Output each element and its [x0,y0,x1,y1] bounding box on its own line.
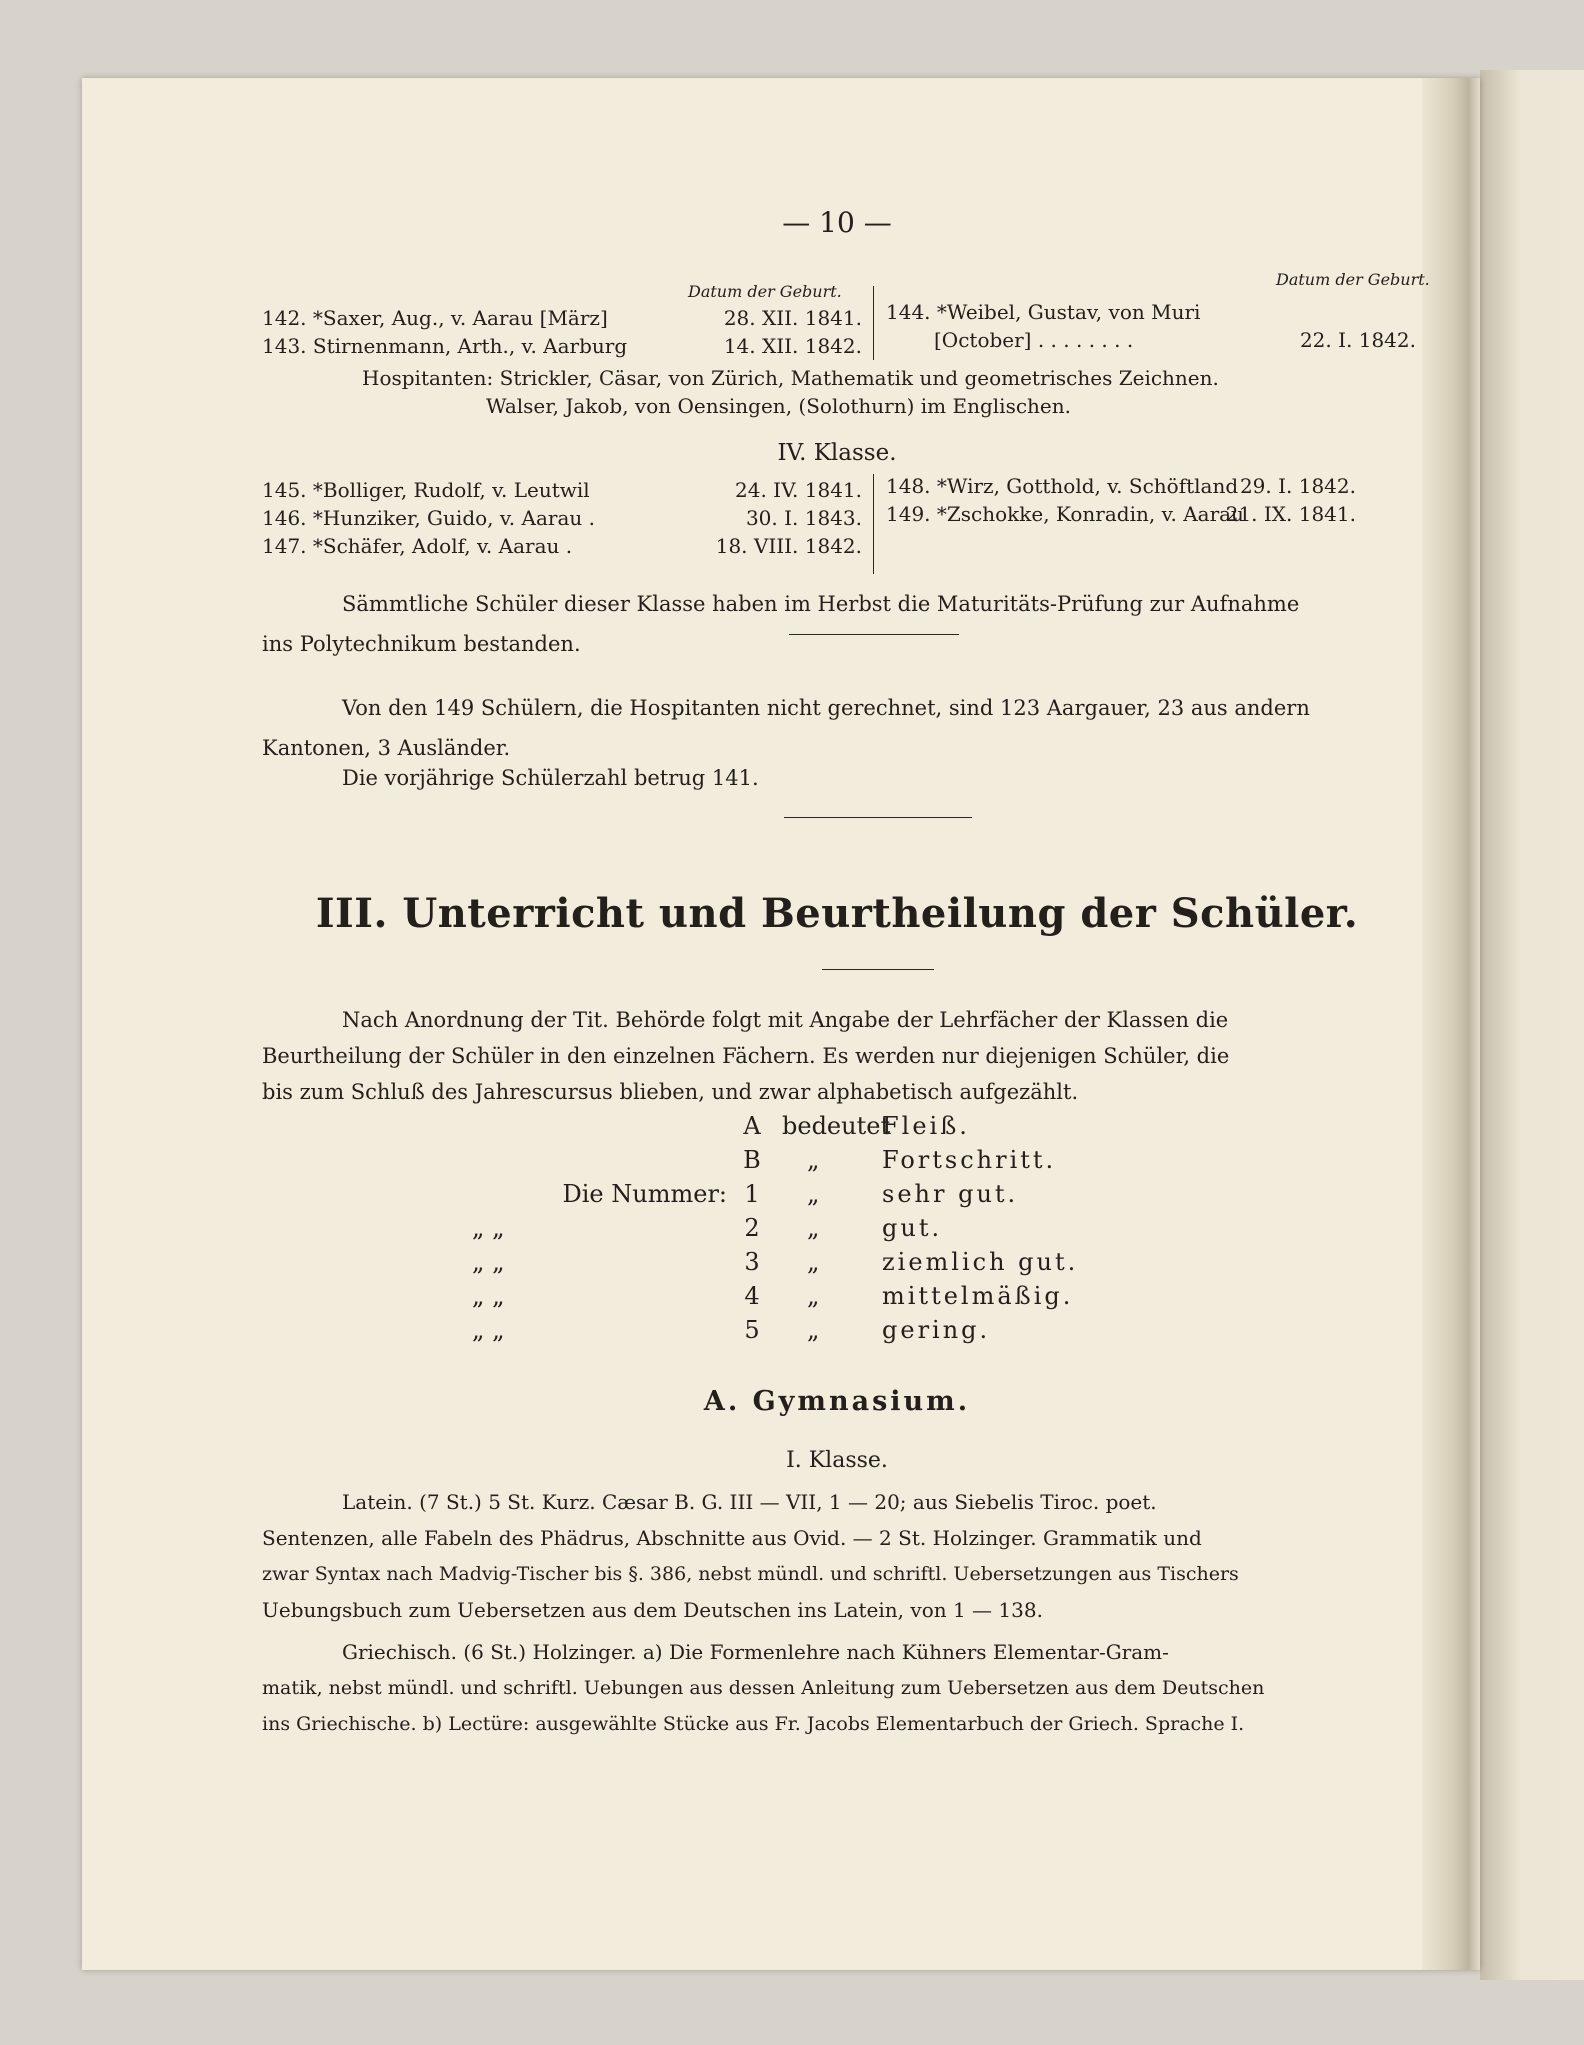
birth-date: 14. XII. 1842. [723,334,862,358]
student-row-145 [262,478,862,502]
student-row-144 [886,300,1201,324]
right-column-header: Datum der Geburt. [1276,270,1430,289]
section-title: III. Unterricht und Beurtheilung der Schüler. [315,890,1359,937]
student-name: 146. *Hunziker, Guido, v. Aarau . [262,506,595,530]
hospitanten-line-1: Hospitanten: Strickler, Cäsar, von Zürich, Mathematik und geometrisches Zeichnen. [362,366,1219,390]
student-row-143 [262,334,862,358]
latein-line-4: Uebungsbuch zum Uebersetzen aus dem Deutschen ins Latein, von 1 — 138. [262,1598,1043,1622]
birth-date: 28. XII. 1841. [723,306,862,330]
grade-row-2: „ „ 2 „ gut. [472,1214,943,1242]
heading-gymnasium: A. Gymnasium. [703,1386,971,1417]
stats-line-1: Von den 149 Schülern, die Hospitanten nicht gerechnet, sind 123 Aargauer, 23 aus andern [342,696,1310,720]
student-row-144-cont [934,328,1416,352]
intro-line-2: Beurtheilung der Schüler in den einzelnen Fächern. Es werden nur diejenigen Schüler, die [262,1044,1230,1068]
column-divider-1 [873,286,874,360]
page-gutter-shadow [1422,78,1480,1970]
left-column-header: Datum der Geburt. [688,282,842,301]
student-name: 149. *Zschokke, Konradin, v. Aarau [886,502,1244,526]
heading-klasse-iv: IV. Klasse. [777,440,897,466]
heading-klasse-i: I. Klasse. [786,1448,888,1473]
grade-row-4: „ „ 4 „ mittelmäßig. [472,1282,1074,1310]
student-name: 143. Stirnenmann, Arth., v. Aarburg [262,334,628,358]
grade-row-1: Die Nummer: 1 „ sehr gut. [562,1180,1019,1208]
maturity-note-line-2: ins Polytechnikum bestanden. [262,632,581,656]
intro-line-3: bis zum Schluß des Jahrescursus blieben, und zwar alphabetisch aufgezählt. [262,1080,1079,1104]
student-row-142 [262,306,862,330]
book-page [82,78,1480,1970]
birth-date: 24. IV. 1841. [735,478,862,502]
divider-short-2 [784,817,972,818]
student-name: 145. *Bolliger, Rudolf, v. Leutwil [262,478,590,502]
page-number: — 10 — [782,206,892,239]
student-name: 144. *Weibel, Gustav, von Muri [886,300,1201,324]
intro-line-1: Nach Anordnung der Tit. Behörde folgt mit Angabe der Lehrfächer der Klassen die [342,1008,1229,1032]
hospitanten-line-2: Walser, Jakob, von Oensingen, (Solothurn) im Englischen. [486,394,1071,418]
student-name: 142. *Saxer, Aug., v. Aarau [März] [262,306,608,330]
student-name: 148. *Wirz, Gotthold, v. Schöftland [886,474,1239,498]
facing-page-edge [1480,70,1584,1980]
student-row-148 [886,474,1356,498]
column-divider-2 [873,474,874,574]
student-row-146 [262,506,862,530]
birth-date: 29. I. 1842. [1239,474,1356,498]
title-underline [822,969,934,970]
stats-line-2: Kantonen, 3 Ausländer. [262,736,511,760]
birth-date: 18. VIII. 1842. [715,534,862,558]
maturity-note-line-1: Sämmtliche Schüler dieser Klasse haben im Herbst die Maturitäts-Prüfung zur Aufnahme [342,592,1300,616]
student-name: 147. *Schäfer, Adolf, v. Aarau . [262,534,573,558]
griechisch-line-1: Griechisch. (6 St.) Holzinger. a) Die Formenlehre nach Kühners Elementar-Gram- [342,1640,1169,1664]
birth-date: 21. IX. 1841. [1225,502,1356,526]
student-name: [October] . . . . . . . . [934,328,1134,352]
birth-date: 30. I. 1843. [745,506,862,530]
grade-row-3: „ „ 3 „ ziemlich gut. [472,1248,1079,1276]
latein-line-3: zwar Syntax nach Madvig-Tischer bis §. 386, nebst mündl. und schriftl. Uebersetzungen aus Tischers [262,1563,1239,1585]
griechisch-line-2: matik, nebst mündl. und schriftl. Uebungen aus dessen Anleitung zum Uebersetzen aus dem Deutschen [262,1677,1265,1699]
grade-row-a: A bedeutet Fleiß. [743,1112,970,1140]
stats-line-3: Die vorjährige Schülerzahl betrug 141. [342,766,759,790]
divider-short-1 [789,634,959,635]
griechisch-line-3: ins Griechische. b) Lectüre: ausgewählte Stücke aus Fr. Jacobs Elementarbuch der Griech. Sprache I. [262,1713,1245,1735]
student-row-147 [262,534,862,558]
grade-row-5: „ „ 5 „ gering. [472,1316,991,1344]
latein-line-1: Latein. (7 St.) 5 St. Kurz. Cæsar B. G. III — VII, 1 — 20; aus Siebelis Tiroc. poet. [342,1490,1157,1514]
grading-legend [462,1112,1082,1350]
grade-row-b: B „ Fortschritt. [743,1146,1057,1174]
birth-date: 22. I. 1842. [1299,328,1416,352]
student-row-149 [886,502,1356,526]
latein-line-2: Sentenzen, alle Fabeln des Phädrus, Abschnitte aus Ovid. — 2 St. Holzinger. Grammatik und [262,1526,1202,1550]
